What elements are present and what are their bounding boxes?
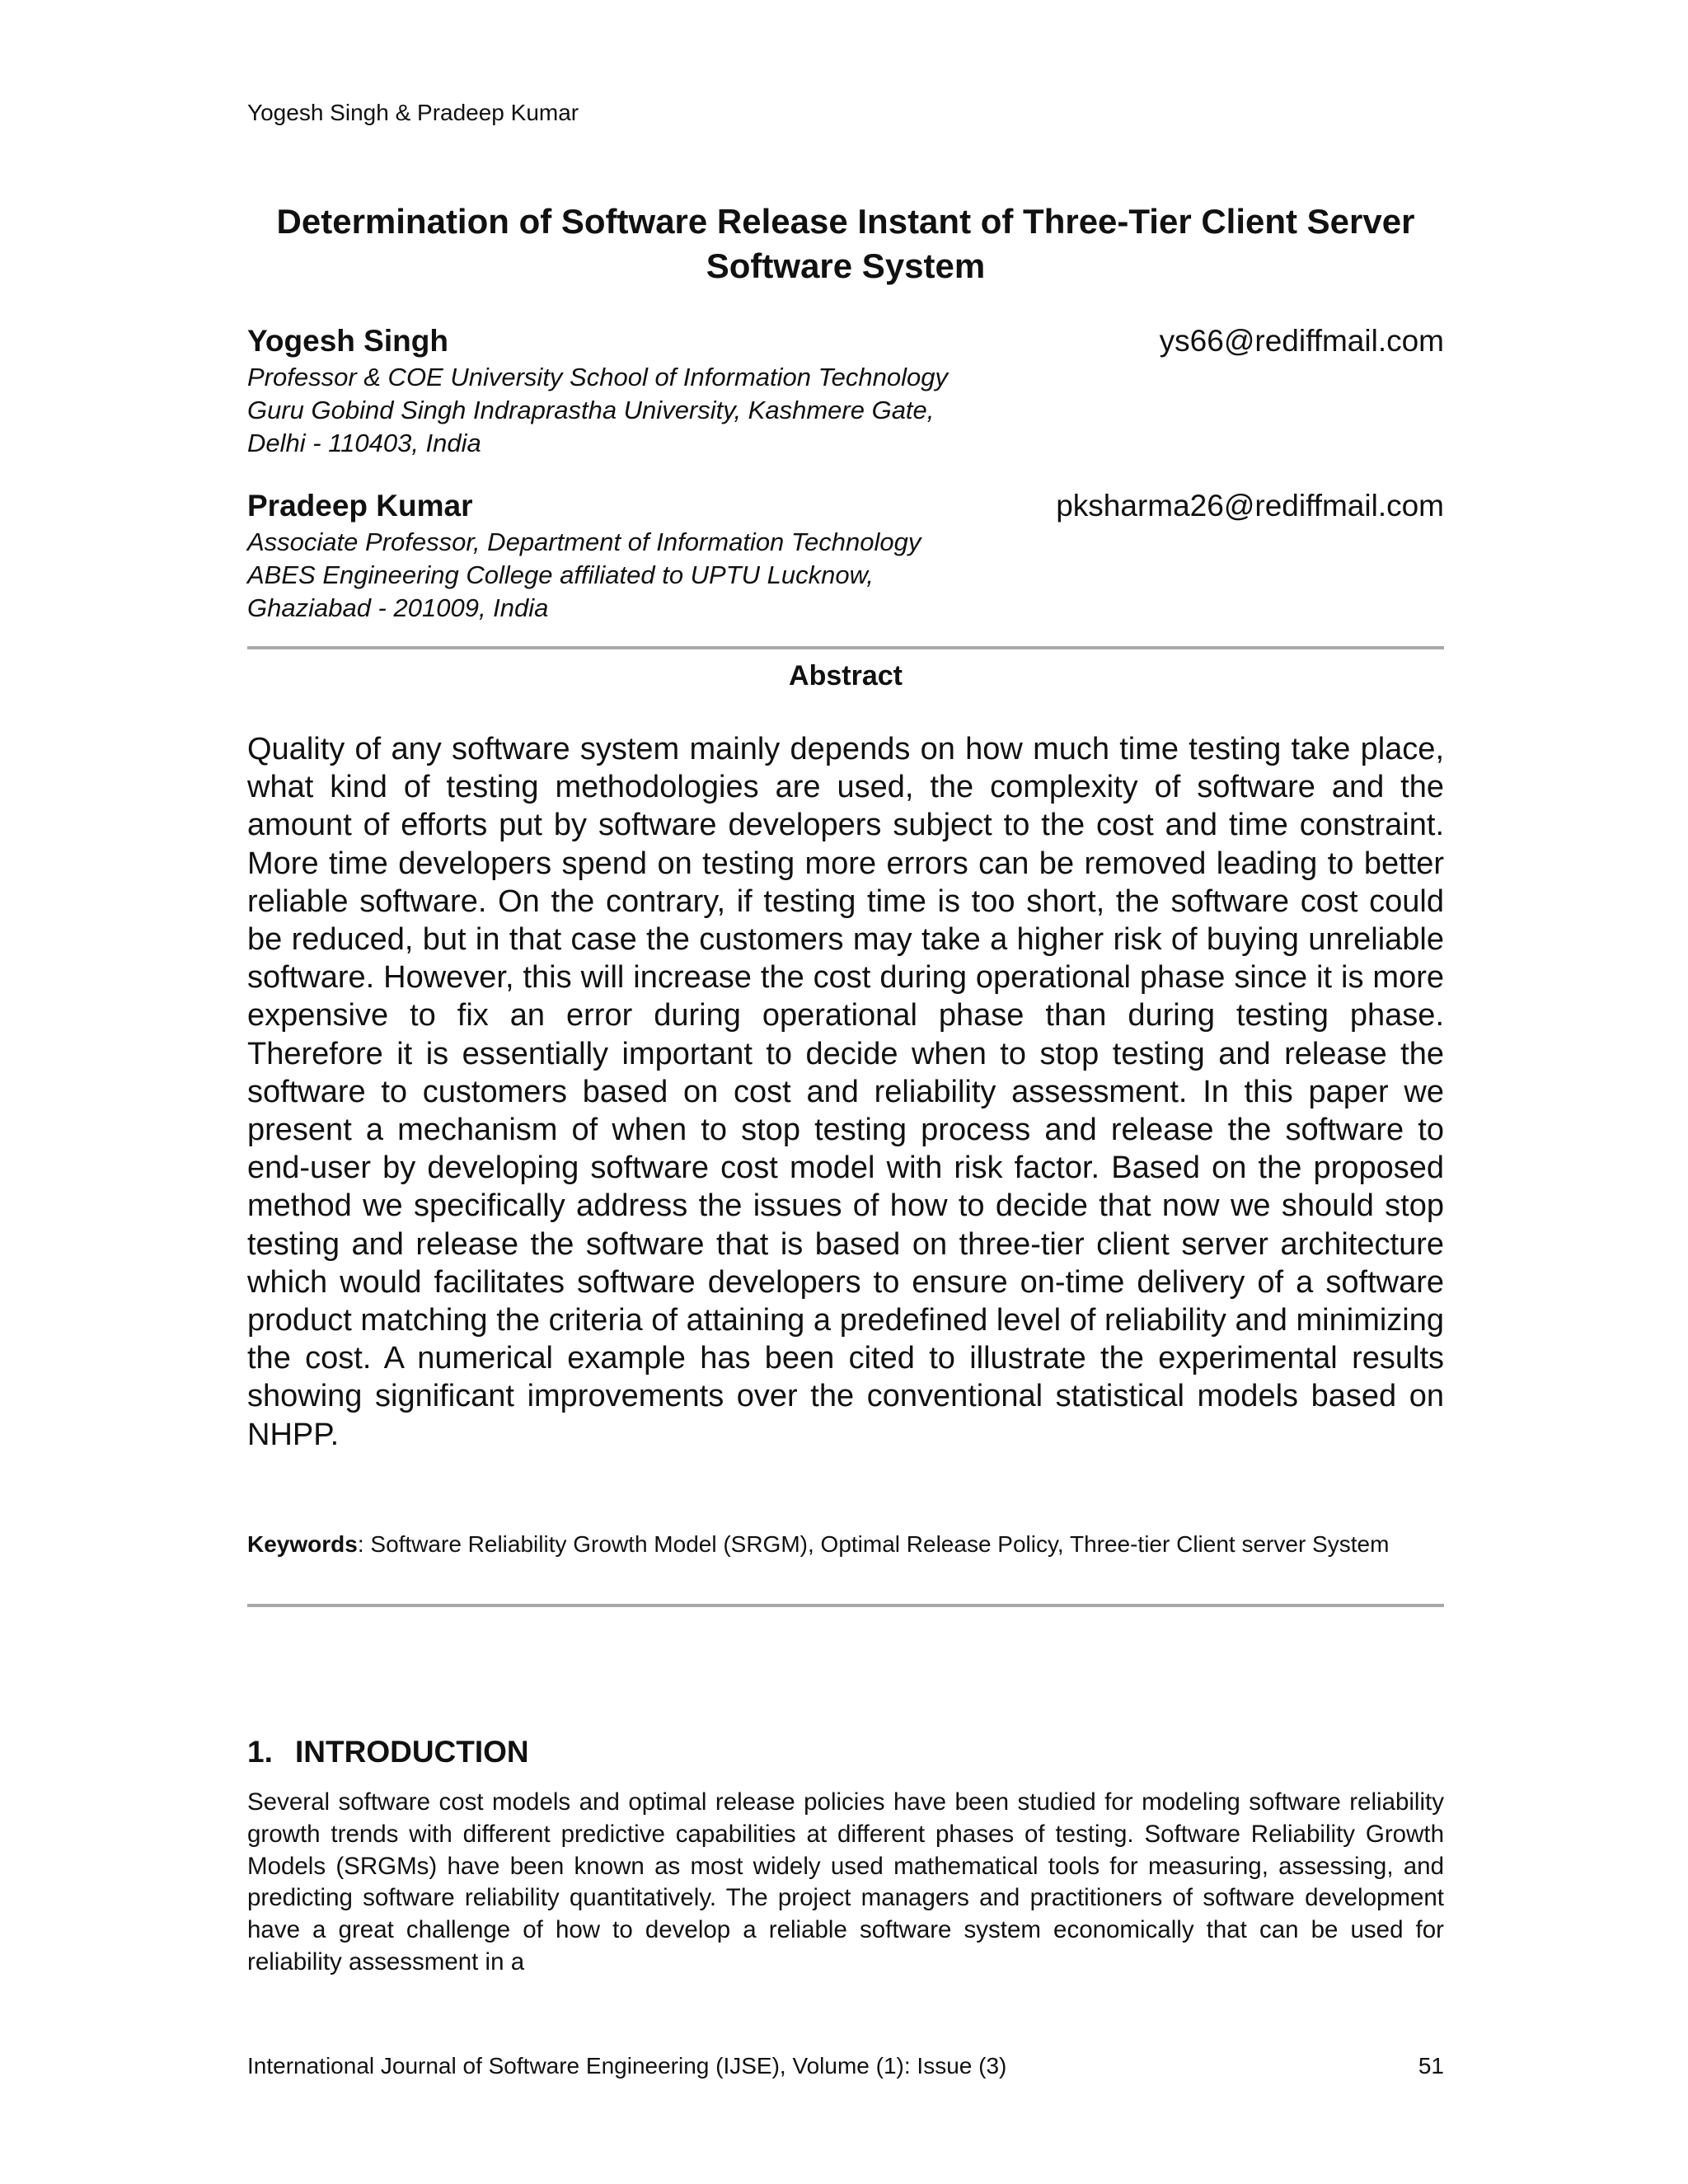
abstract-heading: Abstract bbox=[789, 660, 903, 691]
author-email-1: ys66@rediffmail.com bbox=[1159, 324, 1444, 358]
introduction-text: Several software cost models and optimal release policies have been studied for modeling software reliability growth trends with different predictive capabilities at different phases of testing. Software Reliability Growth Models (SRGMs) have been known as most widely used mathematical tools for measuring, assessing, and predicting software reliability quantitatively. The project managers and practitioners of software development have a great challenge of how to develop a reliable software system economically that can be used for reliability assessment in a bbox=[247, 1788, 1444, 1975]
author-affiliation-1 bbox=[247, 361, 948, 460]
footer-page-number: 51 bbox=[1418, 2053, 1444, 2079]
affiliation-line: Delhi - 110403, India bbox=[247, 429, 481, 457]
bottom-divider bbox=[247, 1604, 1444, 1607]
author-name-2: Pradeep Kumar bbox=[247, 489, 473, 523]
paper-title: Determination of Software Release Instant of Three-Tier Client Server Software System bbox=[276, 202, 1415, 285]
affiliation-line: Associate Professor, Department of Information Technology bbox=[247, 527, 921, 556]
keywords bbox=[247, 1530, 1444, 1559]
section-number: 1. bbox=[247, 1735, 273, 1769]
top-divider bbox=[247, 646, 1444, 649]
abstract-text: Quality of any software system mainly depends on how much time testing take place, what kind of testing methodologies are used, the complexity of software and the amount of efforts put by software developers subject to the cost and time constraint. More time developers spend on testing more errors can be removed leading to better reliable software. On the contrary, if testing time is too short, the software cost could be reduced, but in that case the customers may take a higher risk of buying unreliable software. However, this will increase the cost during operational phase since it is more expensive to fix an error during operational phase than during testing phase. Therefore it is essentially important to decide when to stop testing and release the software to customers based on cost and reliability assessment. In this paper we present a mechanism of when to stop testing process and release the software to end-user by developing software cost model with risk factor. Based on the proposed method we specifically address the issues of how to decide that now we should stop testing and release the software that is based on three-tier client server architecture which would facilitates software developers to ensure on-time delivery of a software product matching the criteria of attaining a predefined level of reliability and minimizing the cost. A numerical example has been cited to illustrate the experimental results showing significant improvements over the conventional statistical models based on NHPP. bbox=[247, 732, 1444, 1452]
author-name-1: Yogesh Singh bbox=[247, 324, 448, 358]
affiliation-line: Ghaziabad - 201009, India bbox=[247, 593, 549, 622]
author-affiliation-2 bbox=[247, 526, 921, 625]
affiliation-line: Professor & COE University School of Information Technology bbox=[247, 363, 949, 391]
keywords-text: Software Reliability Growth Model (SRGM), Optimal Release Policy, Three-tier Client server System bbox=[363, 1531, 1390, 1557]
running-header: Yogesh Singh & Pradeep Kumar bbox=[247, 100, 579, 125]
affiliation-line: ABES Engineering College affiliated to UPTU Lucknow, bbox=[247, 560, 874, 589]
section-heading bbox=[247, 1734, 529, 1770]
section-title: INTRODUCTION bbox=[295, 1735, 529, 1769]
author-email-2: pksharma26@rediffmail.com bbox=[1056, 489, 1444, 523]
footer-journal: International Journal of Software Engineering (IJSE), Volume (1): Issue (3) bbox=[247, 2053, 1007, 2079]
affiliation-line: Guru Gobind Singh Indraprastha University, Kashmere Gate, bbox=[247, 396, 935, 424]
keywords-separator: : bbox=[357, 1531, 364, 1557]
keywords-label: Keywords bbox=[247, 1531, 358, 1557]
